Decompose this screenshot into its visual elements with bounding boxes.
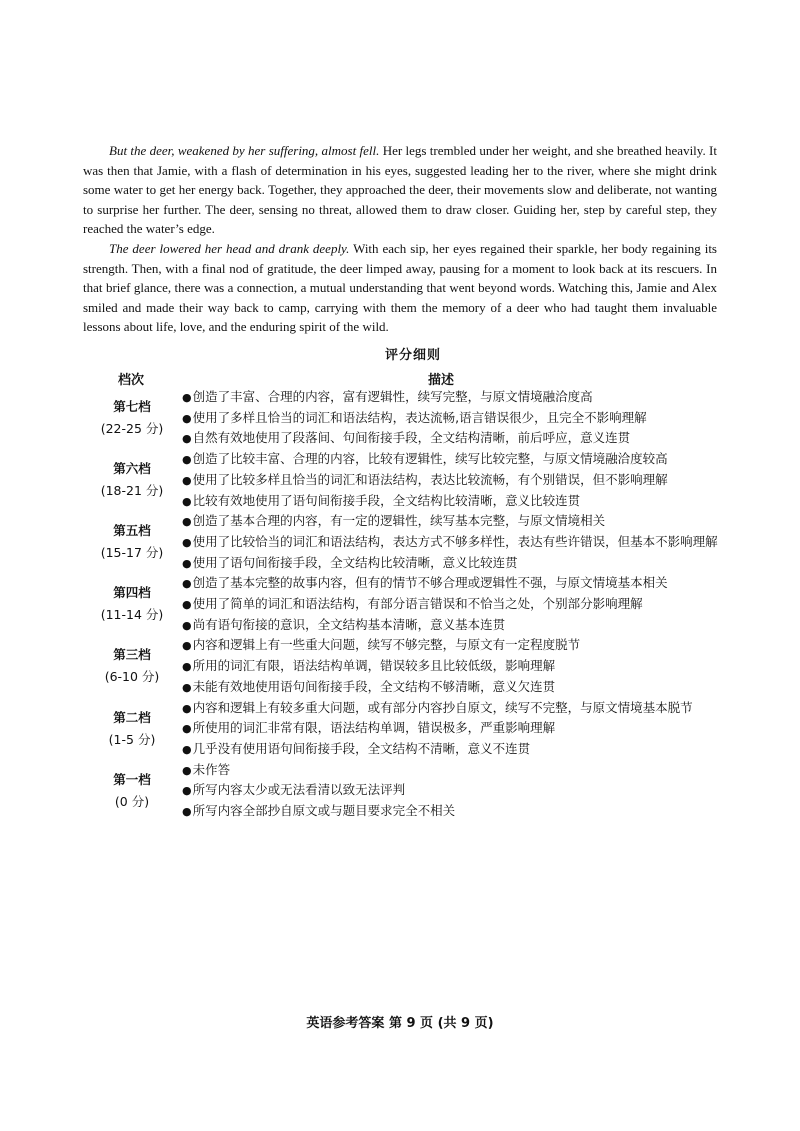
bullet-icon: ● [182, 598, 192, 612]
criterion-text: 所使用的词汇非常有限，语法结构单调，错误极多，严重影响理解 [192, 720, 556, 736]
rubric-title: 评分细则 [384, 348, 441, 363]
bullet-icon: ● [182, 432, 192, 446]
bullet-icon: ● [182, 660, 192, 674]
criterion-text: 未能有效地使用语句间衔接手段，全文结构不够清晰，意义欠连贯 [192, 678, 556, 694]
description-cell [182, 511, 722, 573]
criterion-text: 内容和逻辑上有一些重大问题，续写不够完整，与原文有一定程度脱节 [192, 637, 581, 653]
rubric-row [82, 511, 722, 573]
criterion-text: 使用了比较恰当的词汇和语法结构，表达方式不够多样性，表达有些许错误，但基本不影响理解 [192, 533, 718, 549]
criterion-text: 使用了语句间衔接手段，全文结构比较清晰，意义比较连贯 [192, 554, 518, 570]
level-score-range: (11-14 分) [100, 607, 164, 623]
criterion-item [182, 532, 722, 553]
criterion-item [182, 470, 722, 491]
rubric-row [82, 635, 722, 697]
criterion-text: 创造了比较丰富、合理的内容，比较有逻辑性，续写比较完整，与原文情境融洽度较高 [192, 451, 668, 467]
criterion-item [182, 760, 722, 781]
rubric-row [82, 449, 722, 511]
description-cell [182, 635, 722, 697]
level-name: 第五档 [113, 523, 151, 539]
column-header-description: 描述 [428, 373, 455, 388]
criterion-item [182, 594, 722, 615]
rubric-row [82, 573, 722, 635]
criterion-text: 所用的词汇有限，语法结构单调，错误较多且比较低级，影响理解 [192, 658, 556, 674]
criterion-item [182, 739, 722, 760]
criterion-item [182, 635, 722, 656]
bullet-icon: ● [182, 742, 192, 756]
bullet-icon: ● [182, 722, 192, 736]
level-score-range: (18-21 分) [100, 483, 164, 499]
level-cell [82, 635, 182, 697]
rubric-row [82, 760, 722, 822]
bullet-icon: ● [182, 515, 192, 529]
paragraph-body: Her legs trembled under her weight, and she breathed heavily. It was then that Jamie, with a flash of determination in his eyes, suggested leading her to the river, where she might drink some water to get her energy back. Together, they approached the deer, their movements slow and deliberate, not wanting to surprise her further. The deer, sensing no threat, allowed them to draw closer. Guiding her, step by careful step, they reached the water’s edge. [83, 143, 717, 237]
level-cell [82, 698, 182, 760]
criterion-item [182, 449, 722, 470]
criterion-item [182, 573, 722, 594]
level-name: 第六档 [113, 461, 151, 477]
level-cell [82, 387, 182, 449]
criterion-item [182, 656, 722, 677]
criterion-text: 自然有效地使用了段落间、句间衔接手段，全文结构清晰，前后呼应，意义连贯 [192, 430, 631, 446]
level-score-range: (6-10 分) [104, 669, 160, 685]
description-cell [182, 387, 722, 449]
essay-paragraph-2 [83, 239, 717, 337]
level-name: 第四档 [113, 585, 151, 601]
criterion-item [182, 387, 722, 408]
criterion-item [182, 428, 722, 449]
level-cell [82, 449, 182, 511]
criterion-item [182, 615, 722, 636]
description-cell [182, 760, 722, 822]
level-name: 第二档 [113, 709, 151, 725]
description-cell [182, 698, 722, 760]
rubric-row [82, 698, 722, 760]
criterion-item [182, 718, 722, 739]
criterion-item [182, 780, 722, 801]
bullet-icon: ● [182, 473, 192, 487]
criterion-text: 所写内容全部抄自原文或与题目要求完全不相关 [192, 803, 456, 819]
bullet-icon: ● [182, 805, 192, 819]
bullet-icon: ● [182, 411, 192, 425]
criterion-item [182, 698, 722, 719]
paragraph-body: With each sip, her eyes regained their sparkle, her body regaining its strength. Then, with a final nod of gratitude, the deer limped away, pausing for a moment to look back at its rescuers. In that brief glance, there was a connection, a mutual understanding that went beyond words. Watching this, Jamie and Alex smiled and made their way back to camp, carrying with them the memory of a deer who had taught them invaluable lessons about life, love, and the enduring spirit of the wild. [83, 240, 717, 335]
criterion-text: 比较有效地使用了语句间衔接手段，全文结构比较清晰，意义比较连贯 [192, 492, 581, 508]
level-name: 第一档 [113, 771, 151, 787]
criterion-text: 几乎没有使用语句间衔接手段，全文结构不清晰，意义不连贯 [192, 740, 531, 756]
essay-continuation [83, 141, 717, 337]
rubric-row [82, 387, 722, 449]
paragraph-lead-sentence: The deer lowered her head and drank deeply. [109, 240, 350, 256]
level-score-range: (22-25 分) [100, 421, 164, 437]
description-cell [182, 449, 722, 511]
level-cell [82, 573, 182, 635]
bullet-icon: ● [182, 453, 192, 467]
bullet-icon: ● [182, 639, 192, 653]
level-score-range: (1-5 分) [108, 731, 156, 747]
bullet-icon: ● [182, 763, 192, 777]
level-name: 第七档 [113, 399, 151, 415]
criterion-text: 未作答 [192, 761, 231, 777]
criterion-text: 使用了简单的词汇和语法结构，有部分语言错误和不恰当之处，个别部分影响理解 [192, 596, 643, 612]
bullet-icon: ● [182, 535, 192, 549]
criterion-text: 所写内容太少或无法看清以致无法评判 [192, 782, 406, 798]
bullet-icon: ● [182, 701, 192, 715]
criterion-item [182, 491, 722, 512]
criterion-item [182, 408, 722, 429]
criterion-item [182, 553, 722, 574]
criterion-text: 创造了丰富、合理的内容，富有逻辑性，续写完整，与原文情境融洽度高 [192, 389, 593, 404]
bullet-icon: ● [182, 577, 192, 591]
paragraph-lead-sentence: But the deer, weakened by her suffering, almost fell. [109, 143, 380, 158]
criterion-text: 创造了基本完整的故事内容，但有的情节不够合理或逻辑性不强，与原文情境基本相关 [192, 575, 668, 591]
criterion-item [182, 677, 722, 698]
level-score-range: (15-17 分) [100, 545, 164, 561]
page-footer: 英语参考答案 第 9 页 (共 9 页) [306, 1016, 494, 1031]
criterion-item [182, 801, 722, 822]
criterion-text: 内容和逻辑上有较多重大问题，或有部分内容抄自原文，续写不完整，与原文情境基本脱节 [192, 699, 693, 715]
level-name: 第三档 [113, 647, 151, 663]
bullet-icon: ● [182, 494, 192, 508]
criterion-text: 使用了多样且恰当的词汇和语法结构，表达流畅,语言错误很少，且完全不影响理解 [192, 409, 647, 425]
criterion-text: 使用了比较多样且恰当的词汇和语法结构，表达比较流畅，有个别错误，但不影响理解 [192, 471, 668, 487]
bullet-icon: ● [182, 784, 192, 798]
rubric-table [82, 387, 722, 822]
column-header-level: 档次 [118, 373, 145, 388]
criterion-item [182, 511, 722, 532]
bullet-icon: ● [182, 618, 192, 632]
bullet-icon: ● [182, 391, 192, 404]
bullet-icon: ● [182, 556, 192, 570]
criterion-text: 尚有语句衔接的意识，全文结构基本清晰，意义基本连贯 [192, 616, 506, 632]
bullet-icon: ● [182, 680, 192, 694]
essay-paragraph-1 [83, 141, 717, 239]
level-cell [82, 760, 182, 822]
criterion-text: 创造了基本合理的内容，有一定的逻辑性，续写基本完整，与原文情境相关 [192, 513, 606, 529]
description-cell [182, 573, 722, 635]
level-score-range: (0 分) [114, 793, 150, 809]
level-cell [82, 511, 182, 573]
